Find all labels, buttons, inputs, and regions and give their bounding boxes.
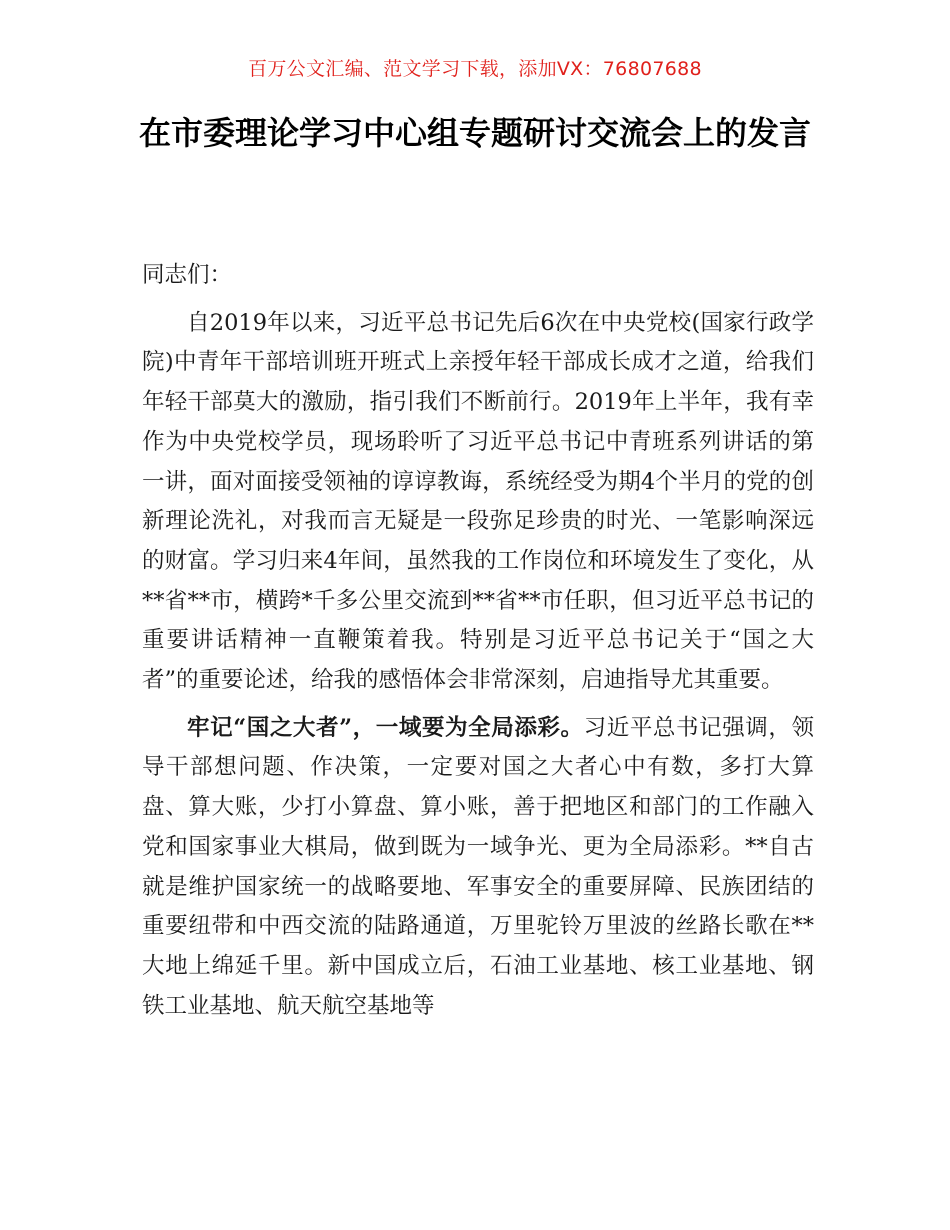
download-banner: 百万公文汇编、范文学习下载，添加VX：76807688: [248, 58, 702, 80]
paragraph-2-body: 习近平总书记强调，领导干部想问题、作决策，一定要对国之大者心中有数，多打大算盘、算大账，少打小算盘、算小账，善于把地区和部门的工作融入党和国家事业大棋局，做到既为一域争光、更为全局添彩。**自古就是维护国家统一的战略要地、军事安全的重要屏障、民族团结的重要纽带和中西交流的陆路通道，万里驼铃万里波的丝路长歌在**大地上绵延千里。新中国成立后，石油工业基地、核工业基地、钢铁工业基地、航天航空基地等: [142, 714, 814, 1019]
document-title: 在市委理论学习中心组专题研讨交流会上的发言: [138, 114, 811, 152]
paragraph-2: [142, 709, 814, 1027]
document-body: [142, 256, 814, 1026]
paragraph-2-lead: 牢记“国之大者”，一域要为全局添彩。: [187, 714, 584, 741]
salutation: 同志们：: [142, 262, 233, 288]
paragraph-1: 自2019年以来，习近平总书记先后6次在中央党校(国家行政学院)中青年干部培训班开班式上亲授年轻干部成长成才之道，给我们年轻干部莫大的激励，指引我们不断前行。2019年上半年，我有幸作为中央党校学员，现场聆听了习近平总书记中青班系列讲话的第一讲，面对面接受领袖的谆谆教诲，系统经受为期4个半月的党的创新理论洗礼，对我而言无疑是一段弥足珍贵的时光、一笔影响深远的财富。学习归来4年间，虽然我的工作岗位和环境发生了变化，从**省**市，横跨*千多公里交流到**省**市任职，但习近平总书记的重要讲话精神一直鞭策着我。特别是习近平总书记关于“国之大者”的重要论述，给我的感悟体会非常深刻，启迪指导尤其重要。: [142, 309, 814, 694]
